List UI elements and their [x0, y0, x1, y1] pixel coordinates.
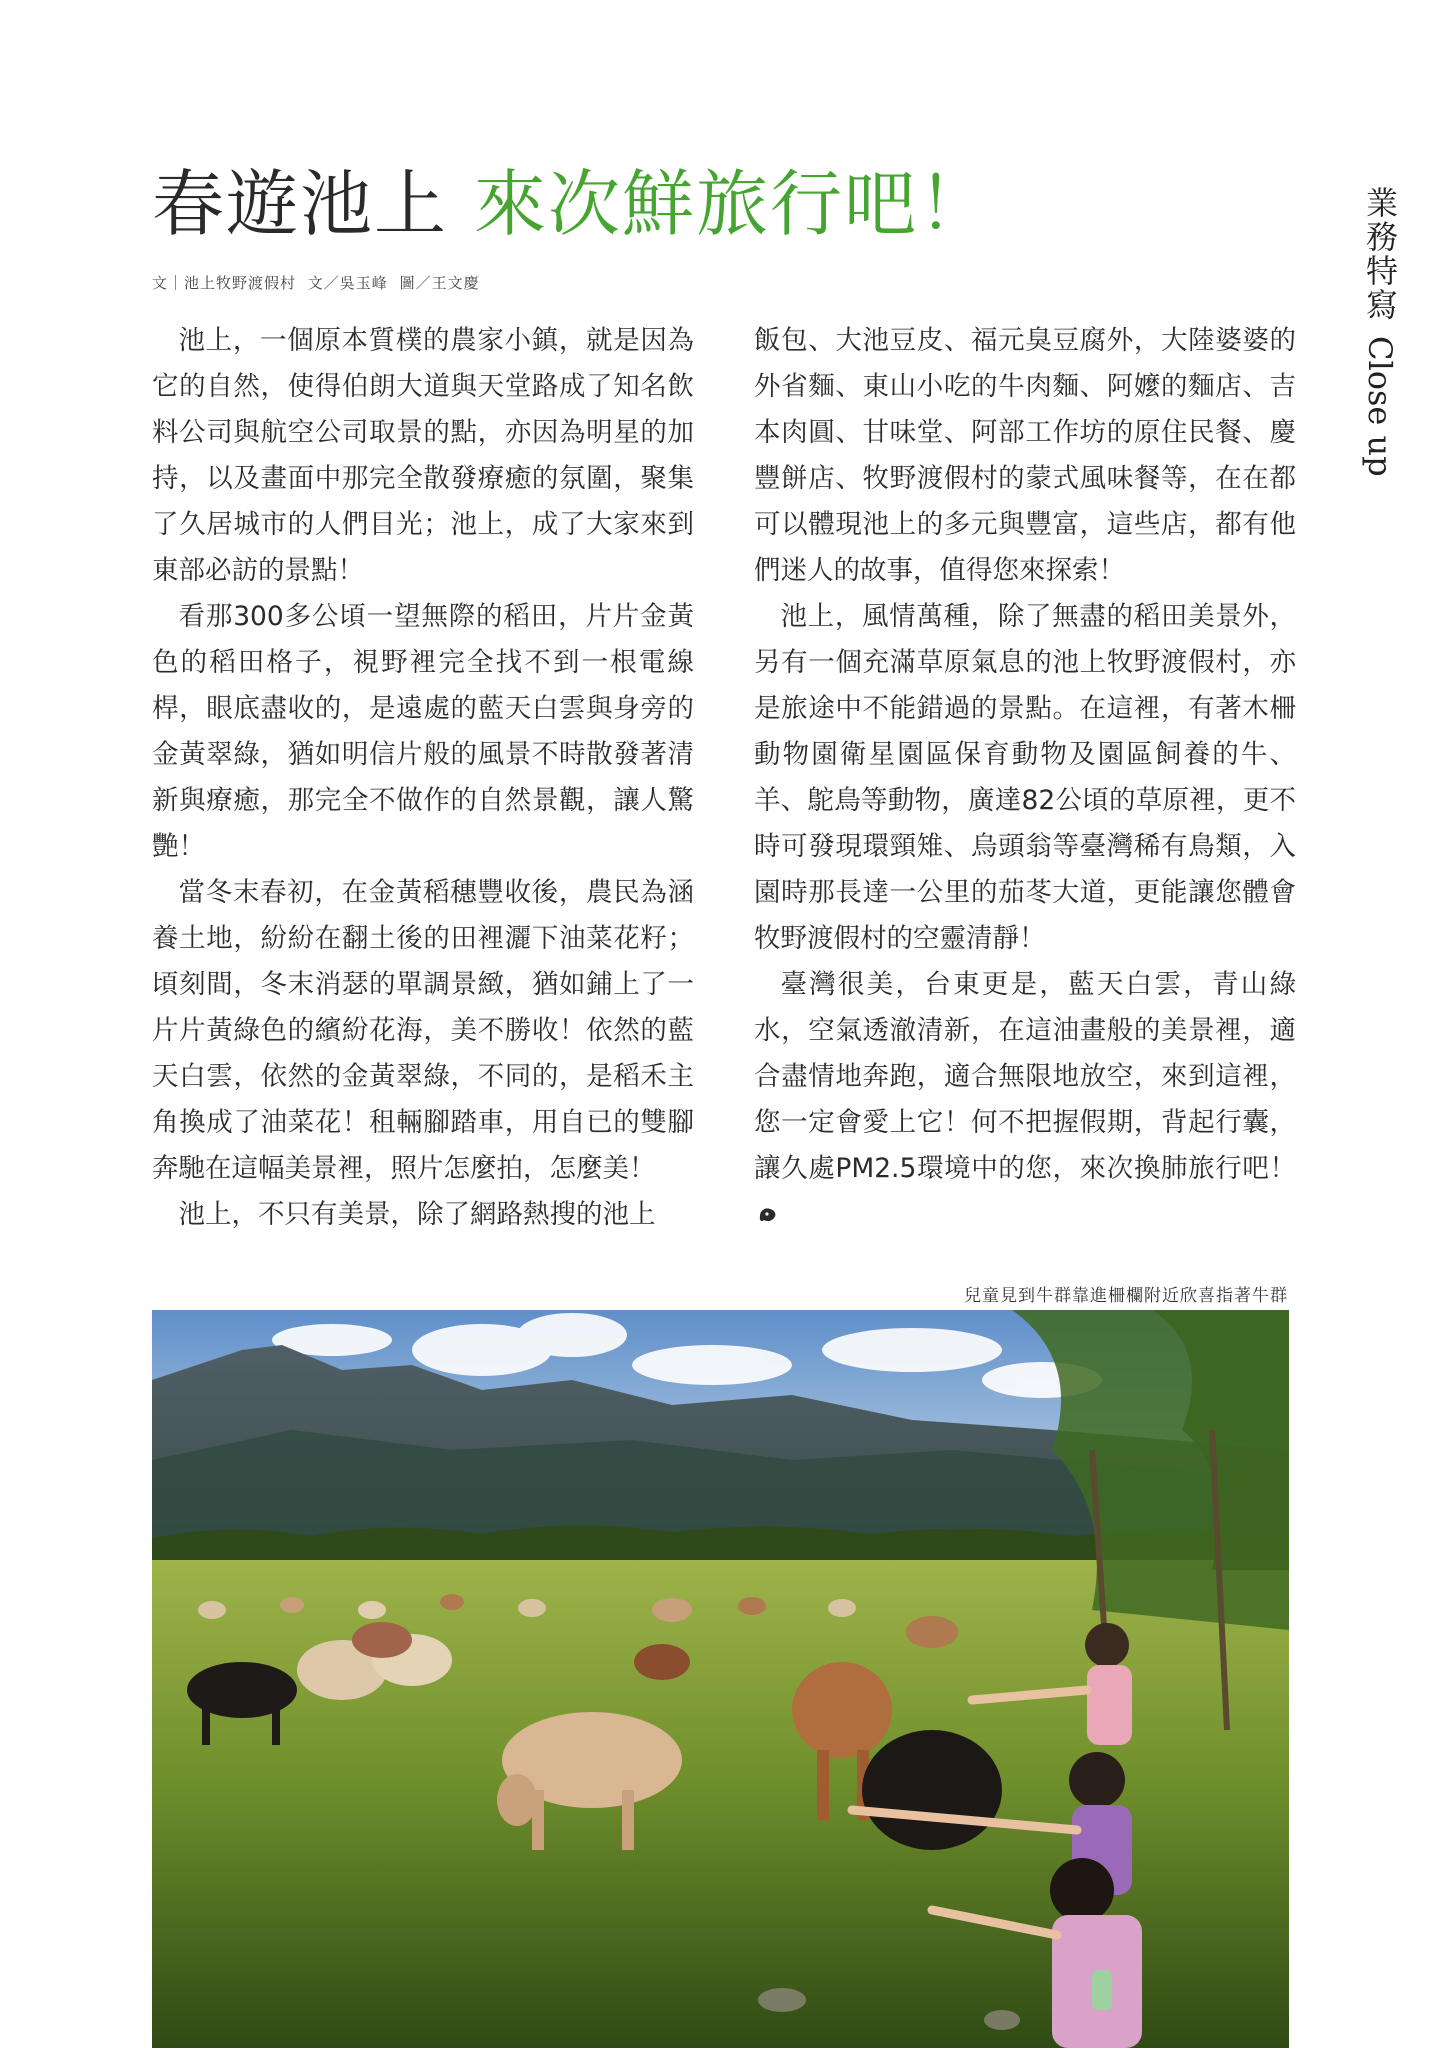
article-title-main: 春遊池上 — [152, 162, 449, 246]
section-label — [1356, 186, 1404, 477]
article-credits — [152, 272, 486, 293]
body-paragraph: 池上，一個原本質樸的農家小鎮，就是因為它的自然，使得伯朗大道與天堂路成了知名飲料公司與航空公司取景的點，亦因為明星的加持，以及畫面中那完全散發療癒的氛圍，聚集了久居城市的人們目光；池上，成了大家來到東部必訪的景點！ — [152, 325, 694, 586]
body-column-left — [152, 318, 694, 1238]
body-paragraph: 飯包、大池豆皮、福元臭豆腐外，大陸婆婆的外省麵、東山小吃的牛肉麵、阿嬤的麵店、吉本肉圓、甘味堂、阿部工作坊的原住民餐、慶豐餅店、牧野渡假村的蒙式風味餐等，在在都可以體現池上的多元與豐富，這些店，都有他們迷人的故事，值得您來探索！ — [754, 325, 1296, 586]
credit-photo: 圖／王文慶 — [399, 274, 480, 292]
photo-caption: 兒童見到牛群靠進柵欄附近欣喜指著牛群 — [964, 1286, 1288, 1306]
credit-source: 文｜池上牧野渡假村 — [152, 274, 297, 292]
section-label-english: Close up — [1361, 336, 1399, 477]
body-column-right — [754, 318, 1296, 1238]
section-label-chinese: 業務特寫 — [1361, 186, 1399, 322]
body-paragraph-last — [754, 962, 1296, 1238]
pasture-photo-illustration — [152, 1310, 1289, 2048]
pasture-photo — [152, 1310, 1289, 2048]
credit-writer: 文／吳玉峰 — [307, 274, 388, 292]
body-paragraph: 當冬末春初，在金黃稻穗豐收後，農民為涵養土地，紛紛在翻土後的田裡灑下油菜花籽；頃刻間，冬末消瑟的單調景緻，猶如鋪上了一片片黃綠色的繽紛花海，美不勝收！依然的藍天白雲，依然的金黃翠綠，不同的，是稻禾主角換成了油菜花！租輛腳踏車，用自已的雙腳奔馳在這幅美景裡，照片怎麼拍，怎麼美！ — [152, 877, 694, 1184]
article-title — [152, 162, 993, 246]
body-paragraph: 池上，風情萬種，除了無盡的稻田美景外，另有一個充滿草原氣息的池上牧野渡假村，亦是旅途中不能錯過的景點。在這裡，有著木柵動物園衛星園區保育動物及園區飼養的牛、羊、鴕鳥等動物，廣達82公頃的草原裡，更不時可發現環頸雉、烏頭翁等臺灣稀有鳥類，入園時那長達一公里的茄苳大道，更能讓您體會牧野渡假村的空靈清靜！ — [754, 601, 1296, 954]
article-title-highlight: 來次鮮旅行吧！ — [474, 162, 993, 246]
body-paragraph: 看那300多公頃一望無際的稻田，片片金黃色的稻田格子，視野裡完全找不到一根電線桿，眼底盡收的，是遠處的藍天白雲與身旁的金黃翠綠，猶如明信片般的風景不時散發著清新與療癒，那完全不做作的自然景觀，讓人驚艷！ — [152, 601, 694, 862]
body-paragraph: 池上，不只有美景，除了網路熱搜的池上 — [178, 1199, 656, 1230]
body-paragraph-text: 臺灣很美，台東更是，藍天白雲，青山綠水，空氣透澈清新，在這油畫般的美景裡，適合盡情地奔跑，適合無限地放空，來到這裡，您一定會愛上它！何不把握假期，背起行囊，讓久處PM2.5環境中的您，來次換肺旅行吧！ — [754, 969, 1296, 1184]
end-mark-icon — [758, 1206, 778, 1224]
